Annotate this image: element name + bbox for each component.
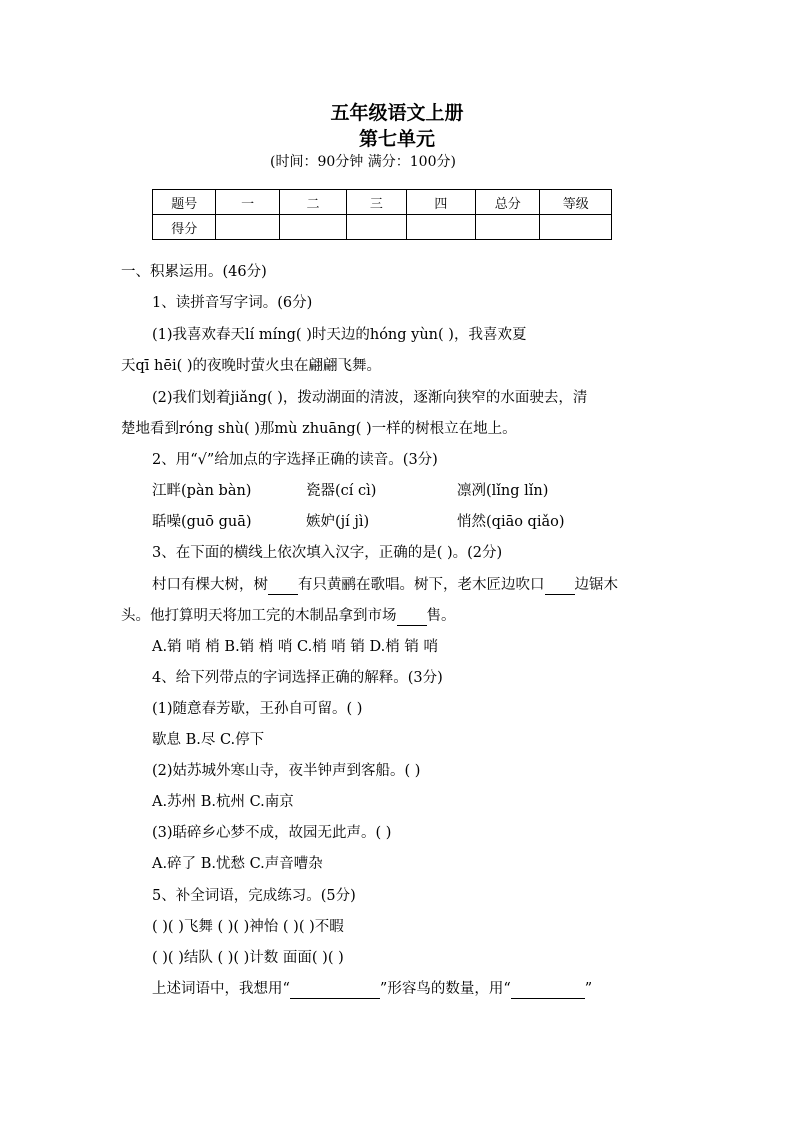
- score-table-header-row: [153, 190, 612, 215]
- question-2-option: 悄然(qiāo qiǎo): [457, 514, 565, 530]
- question-1-line: 天qī hēi( )的夜晚时萤火虫在翩翩飞舞。: [121, 358, 382, 374]
- question-4-options: 歇息 B.尽 C.停下: [152, 732, 265, 748]
- question-3-options: A.销 哨 梢 B.销 梢 哨 C.梢 哨 销 D.梢 销 哨: [152, 639, 438, 655]
- question-2-option: 嫉妒(jí jì): [306, 514, 370, 530]
- score-header-cell: 三: [347, 190, 406, 215]
- question-2-option: 凛冽(lǐng lǐn): [457, 483, 549, 499]
- score-cell[interactable]: [406, 215, 475, 240]
- question-2-option: 瓷器(cí cì): [306, 483, 377, 499]
- question-4-options: A.碎了 B.忧愁 C.声音嘈杂: [152, 856, 323, 872]
- doc-title: 五年级语文上册: [330, 102, 464, 124]
- question-5-title: 5、补全词语，完成练习。(5分): [152, 888, 356, 904]
- score-header-cell: 题号: [153, 190, 216, 215]
- score-header-cell: 二: [279, 190, 346, 215]
- score-row-label: 得分: [153, 215, 216, 240]
- question-3-text: 售。: [426, 608, 456, 624]
- score-table: [152, 189, 612, 240]
- score-header-cell: 总分: [476, 190, 540, 215]
- score-cell[interactable]: [476, 215, 540, 240]
- question-3-text: 边锯木: [574, 577, 618, 593]
- section-heading: 一、积累运用。(46分): [121, 264, 267, 280]
- question-4-title: 4、给下列带点的字词选择正确的解释。(3分): [152, 670, 443, 686]
- question-2-option: 聒噪(guō guā): [152, 514, 252, 530]
- score-cell[interactable]: [540, 215, 612, 240]
- question-1-title: 1、读拼音写字词。(6分): [152, 295, 313, 311]
- score-header-cell: 四: [406, 190, 475, 215]
- question-4-prompt: (2)姑苏城外寒山寺，夜半钟声到客船。( ): [152, 763, 421, 779]
- question-5-row: ( )( )飞舞 ( )( )神怡 ( )( )不暇: [152, 919, 344, 935]
- fill-blank[interactable]: [397, 611, 427, 626]
- question-2-title: 2、用“√”给加点的字选择正确的读音。(3分): [152, 452, 438, 468]
- question-5-last-line: [152, 979, 592, 999]
- question-4-options: A.苏州 B.杭州 C.南京: [152, 794, 294, 810]
- question-4-prompt: (3)聒碎乡心梦不成，故园无此声。( ): [152, 825, 392, 841]
- question-5-row: ( )( )结队 ( )( )计数 面面( )( ): [152, 950, 344, 966]
- score-cell[interactable]: [279, 215, 346, 240]
- question-5-text: ”形容鸟的数量，用“: [379, 981, 511, 997]
- question-4-prompt: (1)随意春芳歇，王孙自可留。( ): [152, 701, 363, 717]
- score-header-cell: 一: [216, 190, 279, 215]
- score-cell[interactable]: [216, 215, 279, 240]
- question-3-line: [121, 606, 456, 626]
- doc-subtitle: 第七单元: [358, 128, 435, 150]
- fill-blank[interactable]: [545, 580, 575, 595]
- question-1-line: (1)我喜欢春天lí míng( )时天边的hóng yùn( )，我喜欢夏: [152, 327, 527, 343]
- score-header-cell: 等级: [540, 190, 612, 215]
- score-cell[interactable]: [347, 215, 406, 240]
- question-3-text: 头。他打算明天将加工完的木制品拿到市场: [121, 608, 397, 624]
- fill-blank[interactable]: [268, 580, 298, 595]
- question-3-text: 有只黄鹂在歌唱。树下，老木匠边吹口: [298, 577, 545, 593]
- question-3-line: [152, 575, 618, 595]
- question-1-line: 楚地看到róng shù( )那mù zhuāng( )一样的树根立在地上。: [121, 421, 517, 437]
- doc-info: (时间：90分钟 满分：100分): [270, 154, 456, 170]
- question-5-text: 上述词语中，我想用“: [152, 981, 290, 997]
- question-3-text: 村口有棵大树，树: [152, 577, 268, 593]
- question-3-title: 3、在下面的横线上依次填入汉字，正确的是( )。(2分): [152, 545, 503, 561]
- question-5-text: ”: [584, 981, 593, 997]
- question-1-line: (2)我们划着jiǎng( )，拨动湖面的清波，逐渐向狭窄的水面驶去，清: [152, 390, 588, 406]
- question-2-option: 江畔(pàn bàn): [152, 483, 252, 499]
- fill-blank[interactable]: [290, 984, 380, 999]
- score-table-score-row: [153, 215, 612, 240]
- fill-blank[interactable]: [511, 984, 585, 999]
